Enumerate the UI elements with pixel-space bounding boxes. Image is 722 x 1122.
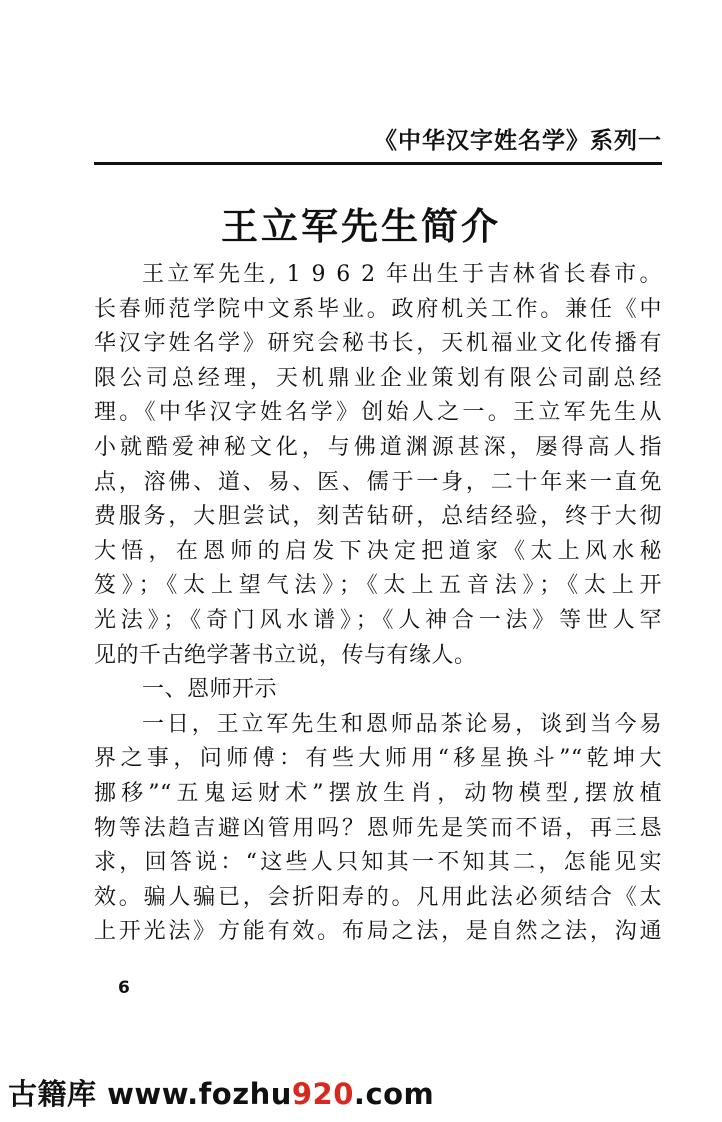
text-line: 王立军先生, 1 9 6 2 年出生于吉林省长春市。	[142, 262, 662, 287]
section-heading: 一、恩师开示	[142, 677, 278, 703]
text-line: 大悟，在恩师的启发下决定把道家《太上风水秘	[94, 538, 662, 564]
text-line: 长春师范学院中文系毕业。政府机关工作。兼任《中	[94, 296, 662, 322]
text-line: 物等法趋吉避凶管用吗？恩师先是笑而不语，再三恳	[94, 815, 662, 841]
text-line: 上开光法》方能有效。布局之法，是自然之法，沟通	[94, 919, 662, 945]
text-line: 求，回答说：“这些人只知其一不知其二，怎能见实	[94, 850, 662, 876]
text-line: 笈》；《太上望气法》；《太上五音法》；《太上开	[94, 573, 662, 599]
watermark-url-prefix: www.fozhu	[107, 1077, 292, 1111]
text-line: 点，溶佛、道、易、医、儒于一身，二十年来一直免	[94, 469, 662, 495]
watermark-url-suffix: .com	[353, 1077, 435, 1111]
text-line: 理。《中华汉字姓名学》创始人之一。王立军先生从	[94, 400, 662, 426]
text-line: 光法》；《奇门风水谱》；《人神合一法》等世人罕	[94, 607, 662, 633]
watermark-site-name: 古籍库	[8, 1077, 97, 1111]
text-line: 一日，王立军先生和恩师品茶论易，谈到当今易	[142, 711, 662, 737]
series-header: 《中华汉字姓名学》系列一	[374, 127, 662, 154]
body-text	[94, 258, 662, 950]
text-line: 华汉字姓名学》研究会秘书长，天机福业文化传播有	[94, 331, 662, 357]
watermark-url-number: 920	[291, 1077, 354, 1111]
text-line: 挪移”“五鬼运财术”摆放生肖，动物模型,摆放植	[94, 780, 662, 806]
text-line: 小就酷爱神秘文化，与佛道渊源甚深，屡得高人指	[94, 434, 662, 460]
text-line: 界之事，问师傅：有些大师用“移星换斗”“乾坤大	[94, 746, 662, 772]
page-title: 王立军先生简介	[221, 204, 501, 248]
site-watermark	[8, 1072, 434, 1113]
text-line: 见的千古绝学著书立说，传与有缘人。	[94, 642, 477, 668]
text-line: 费服务，大胆尝试，刻苦钻研，总结经验，终于大彻	[94, 504, 662, 530]
page-number: 6	[118, 978, 130, 998]
text-line: 效。骗人骗已，会折阳寿的。凡用此法必须结合《太	[94, 884, 662, 910]
header-rule	[94, 162, 662, 165]
text-line: 限公司总经理，天机鼎业企业策划有限公司副总经	[94, 365, 662, 391]
